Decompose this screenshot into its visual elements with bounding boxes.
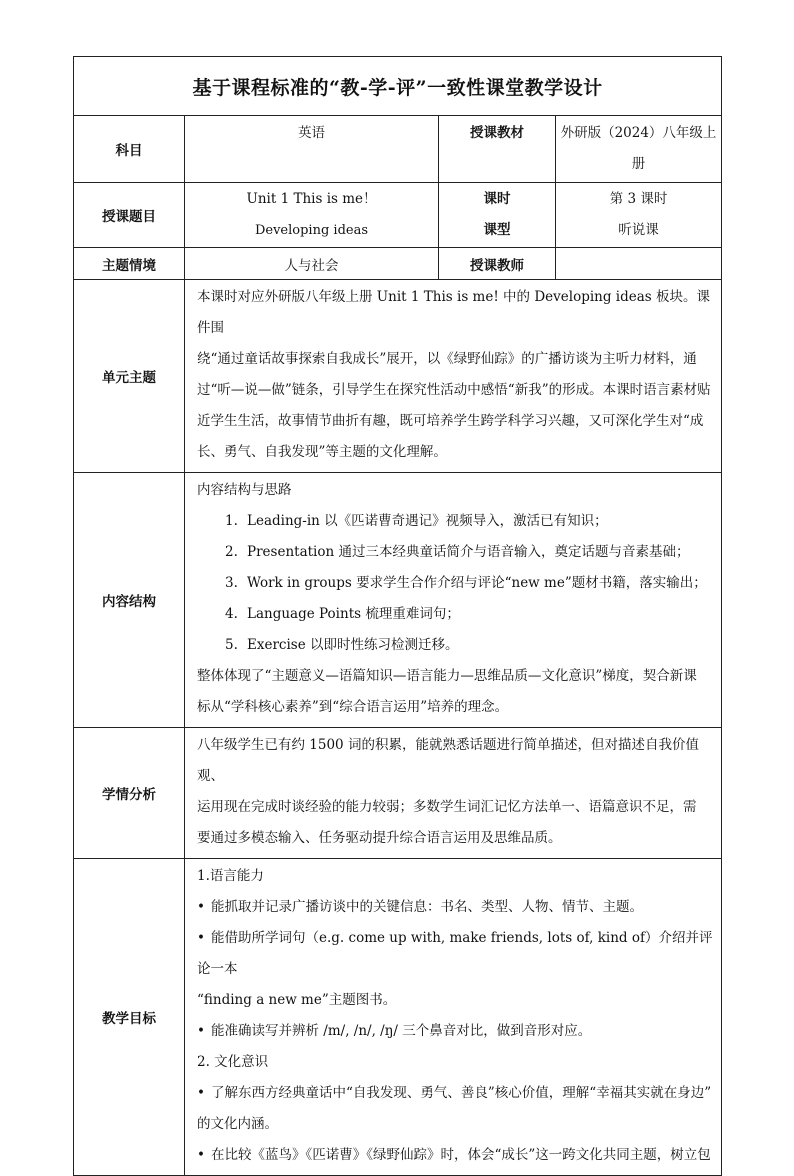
period-type-values	[556, 183, 722, 248]
goal-item	[197, 892, 713, 923]
list-item	[197, 630, 713, 661]
unit-theme-line: 过“听—说—做”链条，引导学生在探究性活动中感悟“新我”的形成。本课时语言素材贴	[197, 382, 711, 398]
step-text: Leading-in 以《匹诺曹奇遇记》视频导入，激活已有知识；	[247, 513, 608, 529]
unit-section: Developing ideas	[254, 223, 369, 238]
bullet-icon: •	[197, 899, 205, 915]
unit-theme-line: 本课时对应外研版八年级上册 Unit 1 This is me! 中的 Developing ideas 板块。课件围	[197, 289, 711, 336]
goal-item	[197, 1140, 713, 1171]
topic-value	[185, 183, 439, 248]
material-value	[556, 116, 722, 183]
teacher-value	[556, 248, 722, 280]
unit-theme-line: 长、勇气、自我发现”等主题的文化理解。	[197, 444, 447, 460]
list-item	[197, 506, 713, 537]
content-structure-heading: 内容结构与思路	[197, 482, 292, 498]
step-number: 3.	[225, 575, 238, 591]
step-number: 2.	[225, 544, 238, 560]
content-structure-content	[185, 473, 722, 728]
step-text: Work in groups 要求学生合作介绍与评论“new me”题材书籍，落实输出；	[247, 575, 707, 591]
step-text: Language Points 梳理重难词句；	[247, 606, 460, 622]
subject-label: 科目	[74, 116, 185, 183]
learner-analysis-label: 学情分析	[74, 728, 185, 859]
step-text: Exercise 以即时性练习检测迁移。	[247, 637, 459, 653]
theme-value: 人与社会	[185, 248, 439, 280]
goal-text: 在比较《蓝鸟》《匹诺曹》《绿野仙踪》时，体会“成长”这一跨文化共同主题，树立包	[211, 1147, 711, 1163]
goals-section-heading: 1.语言能力	[197, 868, 264, 884]
unit-theme-line: 近学生生活，故事情节曲折有趣，既可培养学生跨学科学习兴趣，又可深化学生对“成	[197, 413, 704, 429]
goal-text: 了解东西方经典童话中“自我发现、勇气、善良”核心价值，理解“幸福其实就在身边”	[211, 1085, 712, 1101]
period-type-labels	[439, 183, 556, 248]
page-title: 基于课程标准的“教-学-评”一致性课堂教学设计	[74, 57, 722, 116]
step-number: 5.	[225, 637, 238, 653]
list-item	[197, 537, 713, 568]
lesson-plan-table	[73, 56, 722, 1176]
learner-analysis-line: 八年级学生已有约 1500 词的积累，能就熟悉话题进行简单描述，但对描述自我价值观、	[197, 737, 699, 784]
material-line-1: 外研版（2024）八年级上	[560, 125, 717, 141]
list-item	[197, 599, 713, 630]
learner-analysis-content	[185, 728, 722, 859]
bullet-icon: •	[197, 1085, 205, 1101]
subject-value: 英语	[185, 116, 439, 183]
bullet-icon: •	[197, 1023, 205, 1039]
learner-analysis-line: 要通过多模态输入、任务驱动提升综合语言运用及思维品质。	[197, 830, 562, 846]
bullet-icon: •	[197, 930, 205, 946]
step-list	[197, 506, 713, 661]
teaching-goals-label: 教学目标	[74, 859, 185, 1176]
goal-continuation: 的文化内涵。	[197, 1116, 278, 1132]
content-summary-line: 标从“学科核心素养”到“综合语言运用”培养的理念。	[197, 699, 509, 715]
learner-analysis-line: 运用现在完成时谈经验的能力较弱；多数学生词汇记忆方法单一、语篇意识不足，需	[197, 799, 697, 815]
teacher-label: 授课教师	[439, 248, 556, 280]
step-number: 4.	[225, 606, 238, 622]
material-label: 授课教材	[439, 116, 556, 183]
unit-theme-label: 单元主题	[74, 280, 185, 473]
bullet-icon: •	[197, 1147, 205, 1163]
step-text: Presentation 通过三本经典童话简介与语音输入，奠定话题与音素基础；	[247, 544, 690, 560]
period-value: 第 3 课时	[609, 191, 668, 207]
goal-text: 能抓取并记录广播访谈中的关键信息：书名、类型、人物、情节、主题。	[211, 899, 643, 915]
goal-continuation: “finding a new me”主题图书。	[197, 992, 397, 1008]
unit-title: Unit 1 This is me！	[246, 191, 377, 207]
type-label: 课型	[483, 222, 511, 238]
period-label: 课时	[483, 191, 511, 207]
goal-item	[197, 1016, 713, 1047]
goals-section-heading: 2. 文化意识	[197, 1054, 269, 1070]
material-line-2: 册	[631, 156, 646, 172]
type-value: 听说课	[618, 222, 659, 238]
content-structure-label: 内容结构	[74, 473, 185, 728]
teaching-goals-content	[185, 859, 722, 1176]
goal-item	[197, 923, 713, 985]
goal-text: 能借助所学词句（e.g. come up with, make friends, lots of, kind of）介绍并评论一本	[197, 930, 713, 977]
unit-theme-line: 绕“通过童话故事探索自我成长”展开，以《绿野仙踪》的广播访谈为主听力材料，通	[197, 351, 697, 367]
unit-theme-content	[185, 280, 722, 473]
content-summary-line: 整体体现了“主题意义—语篇知识—语言能力—思维品质—文化意识”梯度，契合新课	[197, 668, 697, 684]
goal-text: 能准确读写并辨析 /m/, /n/, /ŋ/ 三个鼻音对比，做到音形对应。	[211, 1023, 592, 1039]
list-item	[197, 568, 713, 599]
topic-label: 授课题目	[74, 183, 185, 248]
theme-label: 主题情境	[74, 248, 185, 280]
step-number: 1.	[225, 513, 238, 529]
goal-item	[197, 1078, 713, 1109]
